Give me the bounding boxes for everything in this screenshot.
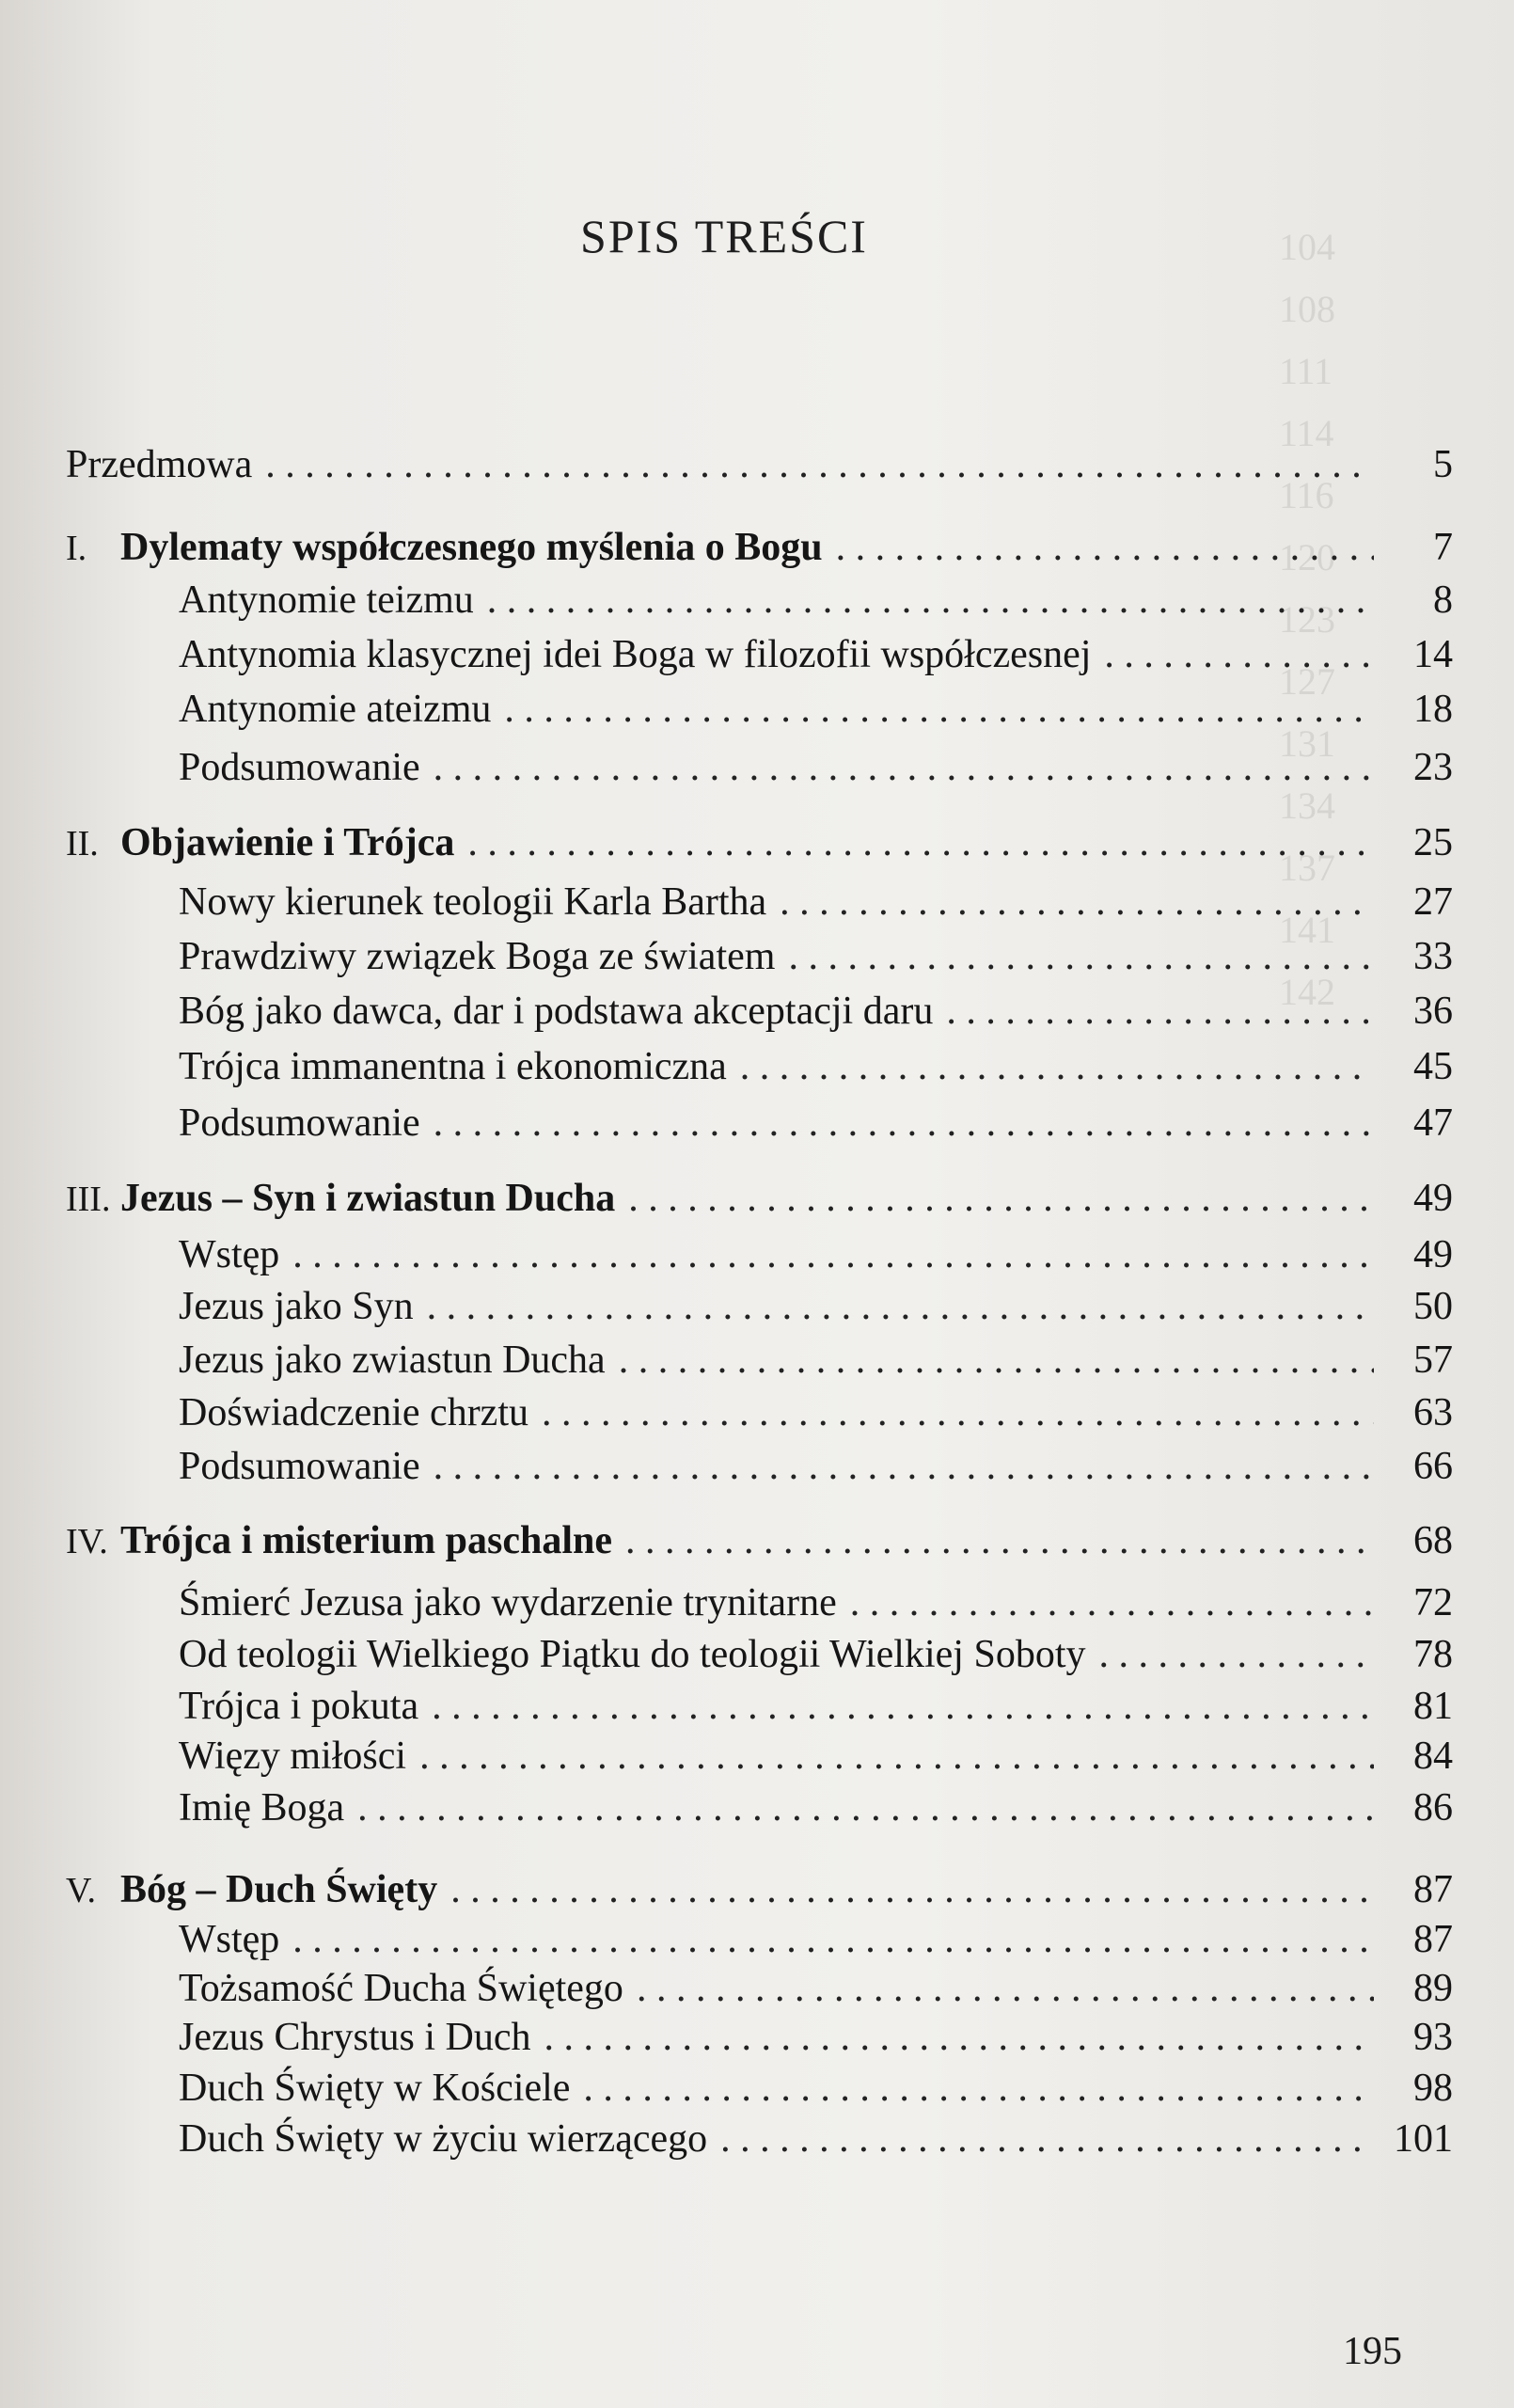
- dot-leader: [628, 1176, 1374, 1221]
- dot-leader: [542, 1390, 1374, 1435]
- section-entry: [179, 1044, 1453, 1089]
- entry-page-number: 98: [1413, 2067, 1453, 2110]
- section-entry: [179, 1684, 1453, 1729]
- section-entry: [179, 1966, 1453, 2011]
- entry-label: Nowy kierunek teologii Karla Bartha: [179, 880, 767, 924]
- entry-label: Podsumowanie: [179, 1101, 420, 1145]
- entry-page-number: 14: [1413, 633, 1453, 676]
- chapter-title: Objawienie i Trójca: [120, 821, 455, 864]
- entry-label: Antynomie teizmu: [179, 578, 474, 622]
- dot-leader: [434, 1444, 1374, 1489]
- dot-leader: [583, 2066, 1374, 2111]
- section-entry: [179, 745, 1453, 790]
- entry-page-number: 33: [1413, 935, 1453, 978]
- entry-label: Trójca i pokuta: [179, 1685, 419, 1728]
- chapter-entry: [66, 1867, 1453, 1912]
- chapter-title: Trójca i misterium paschalne: [120, 1519, 612, 1562]
- dot-leader: [434, 745, 1374, 790]
- entry-page-number: 63: [1413, 1391, 1453, 1434]
- section-entry: [179, 1390, 1453, 1435]
- section-entry: [179, 687, 1453, 732]
- entry-label: Antynomie ateizmu: [179, 688, 492, 731]
- chapter-title: Dylematy współczesnego myślenia o Bogu: [120, 526, 823, 569]
- dot-leader: [850, 1580, 1374, 1625]
- entry-page-number: 5: [1433, 443, 1453, 486]
- entry-page-number: 8: [1433, 578, 1453, 622]
- section-entry: [179, 1785, 1453, 1830]
- section-entry: [179, 2116, 1453, 2162]
- entry-label: Więzy miłości: [179, 1735, 407, 1778]
- section-entry: [179, 2066, 1453, 2111]
- entry-label: Jezus jako zwiastun Ducha: [179, 1339, 606, 1382]
- section-entry: [179, 1232, 1453, 1277]
- entry-page-number: 93: [1413, 2016, 1453, 2059]
- section-entry: [179, 1632, 1453, 1677]
- entry-page-number: 89: [1413, 1967, 1453, 2010]
- entry-page-number: 57: [1413, 1339, 1453, 1382]
- entry-label: Duch Święty w Kościele: [179, 2067, 571, 2110]
- entry-page-number: 49: [1413, 1177, 1453, 1220]
- section-entry: [179, 934, 1453, 979]
- dot-leader: [836, 525, 1374, 570]
- entry-page-number: 84: [1413, 1735, 1453, 1778]
- section-entry: [179, 989, 1453, 1034]
- entry-page-number: 50: [1413, 1285, 1453, 1328]
- entry-page-number: 101: [1394, 2117, 1453, 2161]
- chapter-entry: [66, 525, 1453, 570]
- dot-leader: [434, 1101, 1374, 1146]
- dot-leader: [357, 1785, 1374, 1830]
- dot-leader: [637, 1966, 1374, 2011]
- dot-leader: [432, 1684, 1374, 1729]
- entry-label: Przedmowa: [66, 443, 253, 486]
- dot-leader: [487, 578, 1374, 623]
- entry-label: Śmierć Jezusa jako wydarzenie trynitarne: [179, 1581, 837, 1624]
- dot-leader: [467, 820, 1374, 865]
- dot-leader: [625, 1518, 1374, 1563]
- entry-page-number: 87: [1413, 1868, 1453, 1911]
- entry-label: Antynomia klasycznej idei Boga w filozofii współczesnej: [179, 633, 1092, 676]
- dot-leader: [427, 1284, 1374, 1329]
- entry-label: Jezus jako Syn: [179, 1285, 414, 1328]
- entry-label: Wstęp: [179, 1233, 280, 1276]
- chapter-entry: [66, 1176, 1453, 1221]
- section-entry: [179, 1917, 1453, 1962]
- chapter-title: Jezus – Syn i zwiastun Ducha: [120, 1177, 616, 1220]
- dot-leader: [946, 989, 1374, 1034]
- entry-label: Trójca immanentna i ekonomiczna: [179, 1045, 727, 1088]
- show-through-text: 104 108 111 114 116 120 123 127 131 134 137 141 142: [1279, 226, 1335, 1013]
- entry-page-number: 49: [1413, 1233, 1453, 1276]
- entry-page-number: 72: [1413, 1581, 1453, 1624]
- chapter-number: III.: [66, 1180, 111, 1219]
- chapter-number: IV.: [66, 1522, 108, 1561]
- entry-page-number: 78: [1413, 1633, 1453, 1676]
- dot-leader: [292, 1232, 1374, 1277]
- dot-leader: [1104, 632, 1374, 677]
- dot-leader: [780, 879, 1374, 925]
- dot-leader: [720, 2116, 1374, 2162]
- dot-leader: [419, 1734, 1374, 1779]
- section-entry: [179, 1338, 1453, 1383]
- section-entry: [179, 632, 1453, 677]
- entry-label: Prawdziwy związek Boga ze światem: [179, 935, 776, 978]
- entry-label: Podsumowanie: [179, 1445, 420, 1488]
- dot-leader: [504, 687, 1374, 732]
- entry-page-number: 47: [1413, 1101, 1453, 1145]
- entry-page-number: 7: [1433, 526, 1453, 569]
- page-number: 195: [1343, 2330, 1402, 2373]
- entry-page-number: 81: [1413, 1685, 1453, 1728]
- dot-leader: [1098, 1632, 1374, 1677]
- entry-label: Podsumowanie: [179, 746, 420, 789]
- entry-label: Doświadczenie chrztu: [179, 1391, 528, 1434]
- entry-label: Bóg jako dawca, dar i podstawa akceptacji daru: [179, 990, 934, 1033]
- dot-leader: [265, 442, 1374, 487]
- entry-label: Wstęp: [179, 1918, 280, 1961]
- entry-label: Duch Święty w życiu wierzącego: [179, 2117, 708, 2161]
- entry-page-number: 25: [1413, 821, 1453, 864]
- dot-leader: [544, 2015, 1374, 2060]
- dot-leader: [619, 1338, 1374, 1383]
- entry-page-number: 18: [1413, 688, 1453, 731]
- entry-page-number: 23: [1413, 746, 1453, 789]
- entry-page-number: 68: [1413, 1519, 1453, 1562]
- entry-page-number: 66: [1413, 1445, 1453, 1488]
- chapter-number: V.: [66, 1871, 97, 1910]
- section-entry: [179, 1284, 1453, 1329]
- entry-label: Tożsamość Ducha Świętego: [179, 1967, 623, 2010]
- section-entry: [179, 879, 1453, 925]
- entry-label: Od teologii Wielkiego Piątku do teologii Wielkiej Soboty: [179, 1633, 1086, 1676]
- section-entry: [179, 2015, 1453, 2060]
- preface-entry: [66, 442, 1453, 487]
- entry-page-number: 27: [1413, 880, 1453, 924]
- section-entry: [179, 1444, 1453, 1489]
- section-entry: [179, 1580, 1453, 1625]
- page-title: SPIS TREŚCI: [580, 210, 868, 262]
- entry-page-number: 45: [1413, 1045, 1453, 1088]
- chapter-title: Bóg – Duch Święty: [120, 1868, 438, 1911]
- dot-leader: [740, 1044, 1374, 1089]
- chapter-number: I.: [66, 529, 87, 568]
- section-entry: [179, 578, 1453, 623]
- entry-page-number: 87: [1413, 1918, 1453, 1961]
- dot-leader: [788, 934, 1374, 979]
- chapter-entry: [66, 1518, 1453, 1563]
- entry-page-number: 86: [1413, 1786, 1453, 1830]
- dot-leader: [292, 1917, 1374, 1962]
- entry-page-number: 36: [1413, 990, 1453, 1033]
- dot-leader: [450, 1867, 1374, 1912]
- section-entry: [179, 1101, 1453, 1146]
- section-entry: [179, 1734, 1453, 1779]
- chapter-number: II.: [66, 824, 99, 863]
- entry-label: Imię Boga: [179, 1786, 345, 1830]
- entry-label: Jezus Chrystus i Duch: [179, 2016, 531, 2059]
- chapter-entry: [66, 820, 1453, 865]
